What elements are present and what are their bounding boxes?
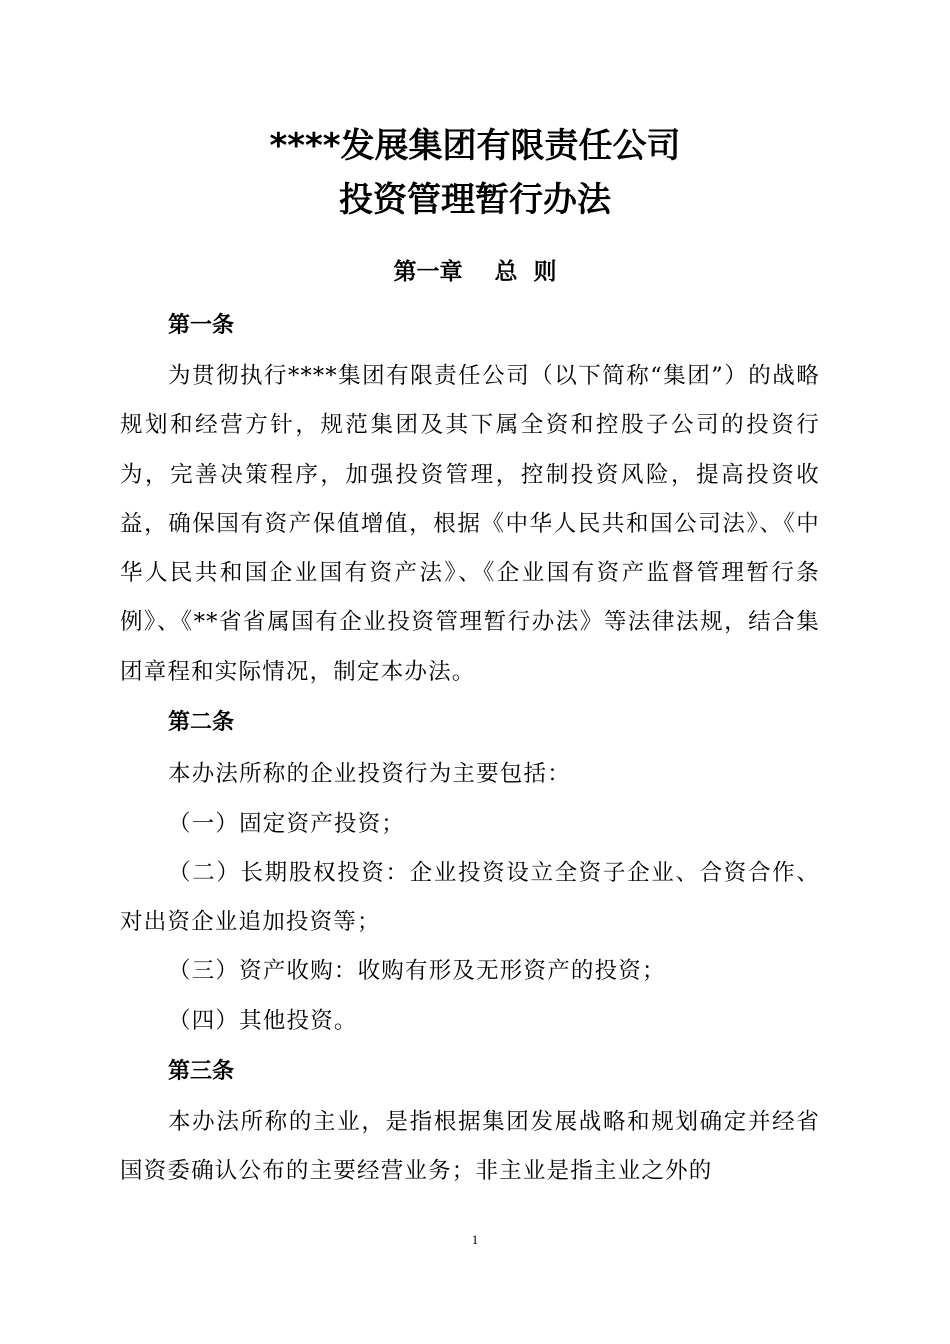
article-2-paragraph-3: （二）长期股权投资：企业投资设立全资子企业、合资合作、对出资企业追加投资等；: [120, 860, 820, 936]
document-title-line1: ****发展集团有限责任公司: [269, 126, 681, 166]
article-2-paragraph-1: 本办法所称的企业投资行为主要包括：: [168, 761, 571, 787]
article-heading-3: 第三条: [168, 1059, 235, 1084]
document-title-line2: 投资管理暂行办法: [339, 180, 611, 220]
article-2-paragraph-4: （三）资产收购：收购有形及无形资产的投资；: [168, 958, 666, 984]
page-number: 1: [471, 1232, 479, 1247]
article-heading-1: 第一条: [168, 313, 235, 338]
article-3-paragraph-1: 本办法所称的主业，是指根据集团发展战略和规划确定并经省国资委确认公布的主要经营业务；非主业是指主业之外的: [120, 1109, 820, 1185]
article-2-paragraph-2: （一）固定资产投资；: [168, 811, 406, 837]
chapter-heading: 第一章 总 则: [393, 259, 557, 285]
article-1-paragraph-1: 为贯彻执行****集团有限责任公司（以下简称“集团”）的战略规划和经营方针，规范集团及其下属全资和控股子公司的投资行为，完善决策程序，加强投资管理，控制投资风险，提高投资收益，确保国有资产保值增值，根据《中华人民共和国公司法》、《中华人民共和国企业国有资产法》、《企业国有资产监督管理暂行条例》、《**省省属国有企业投资管理暂行办法》等法律法规，结合集团章程和实际情况，制定本办法。: [120, 363, 820, 685]
article-2-paragraph-5: （四）其他投资。: [168, 1008, 358, 1034]
article-heading-2: 第二条: [168, 710, 235, 735]
